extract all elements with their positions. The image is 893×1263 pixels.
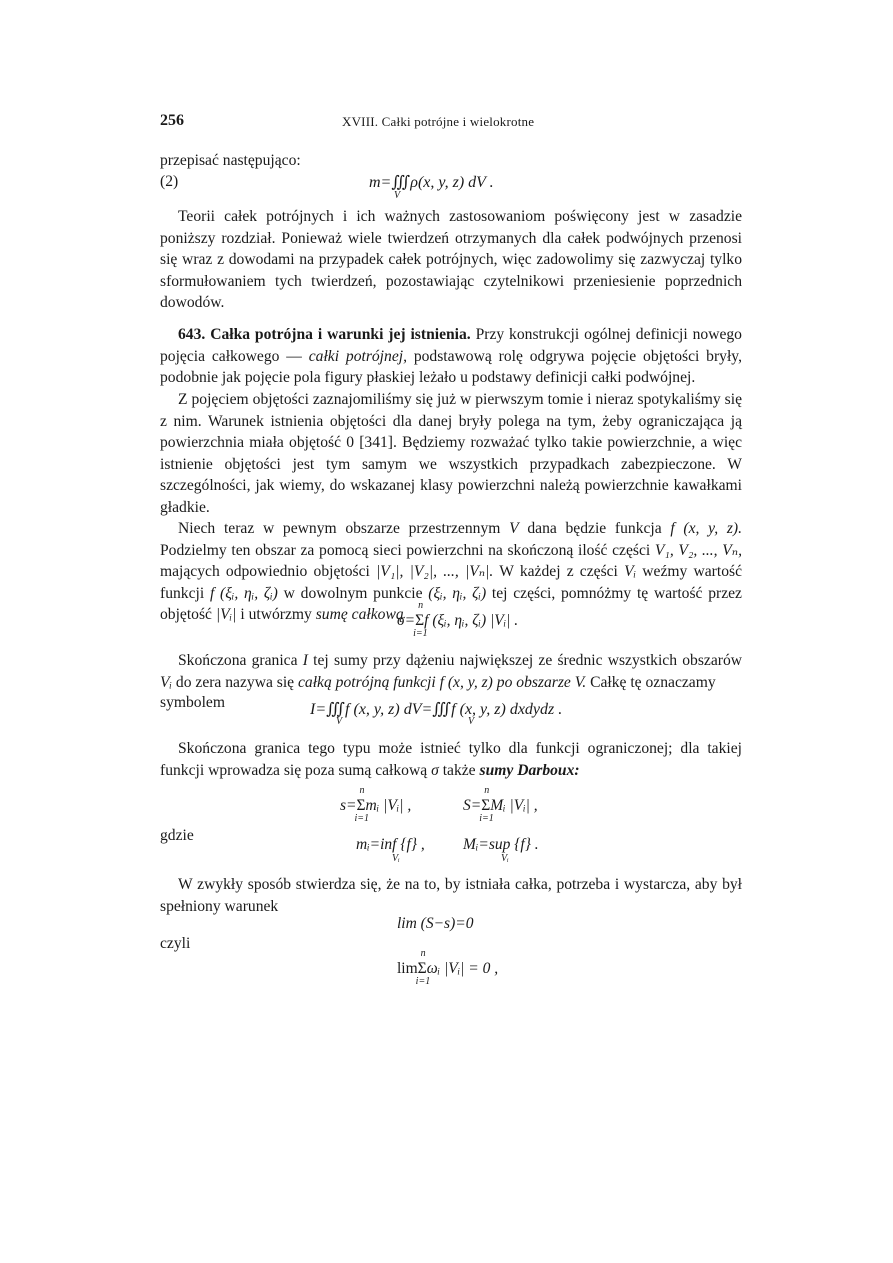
paragraph-riemann-sum: Niech teraz w pewnym obszarze przestrzennym V dana będzie funkcja f (x, y, z). Podzielmy ten obszar za pomocą sieci powierzchni na skończoną ilość części V₁, V₂, ..., Vₙ, mających odpowiednio objętości |V₁|, |V₂|, ..., |Vₙ|. W każdej z części Vᵢ weźmy wartość funkcji f (ξᵢ, ηᵢ, ζᵢ) w dowolnym punkcie (ξᵢ, ηᵢ, ζᵢ) tej części, pomnóżmy tę wartość przez objętość |Vᵢ| i utwórzmy sumę całkową: [160, 520, 742, 623]
equation-lower-sum: s= n Σ i=1 mᵢ |Vᵢ| ,: [340, 785, 412, 824]
paragraph-intro: Teorii całek potrójnych i ich ważnych zastosowaniom poświęcony jest w zasadzie poniższy rozdział. Ponieważ wiele twierdzeń otrzymanych dla całek podwójnych przenosi się wraz z dowodami na przypadek całek potrójnych, więc zadowolimy się zazwyczaj tylko sformułowaniem tych twierdzeń, pozostawiając czytelnikowi przeniesienie poprzednich dowodów.: [160, 208, 742, 311]
paragraph-triple-integral: Skończona granica I tej sumy przy dążeniu największej ze średnic wszystkich obszarów Vᵢ do zera nazywa się całką potrójną funkcji f (x, y, z) po obszarze V. Całkę tę oznaczamy: [160, 652, 742, 691]
equation-2: m=∭ρ(x, y, z) dV .: [369, 174, 494, 191]
equation-sigma: σ= n Σ i=1 f (ξᵢ, ηᵢ, ζᵢ) |Vᵢ| .: [397, 600, 519, 639]
symbolem: symbolem: [160, 694, 225, 711]
paragraph-darboux: Skończona granica tego typu może istnieć tylko dla funkcji ograniczonej; dla takiej funkcji wprowadza się poza sumą całkową σ także sumy Darboux:: [160, 740, 742, 779]
equation-upper-sum: S= n Σ i=1 Mᵢ |Vᵢ| ,: [463, 785, 538, 824]
section-term: całki potrójnej,: [308, 347, 407, 365]
section-text-a: Przy konstrukcji ogólnej definicji nowego pojęcia całkowego —: [160, 326, 742, 365]
intro-line: przepisać następująco:: [160, 152, 301, 169]
equation-I-domain-1: V: [336, 716, 343, 727]
equation-inf-domain: Vᵢ: [392, 853, 400, 864]
equation-limit-2: lim n Σ i=1 ωᵢ |Vᵢ| = 0 ,: [397, 948, 499, 987]
section-text-b: podstawową rolę odgrywa pojęcie objętości bryły, podobnie jak pojęcie pola figury płaskiej leżało u podstawy definicji całki podwójnej.: [160, 347, 742, 386]
paragraph-condition: W zwykły sposób stwierdza się, że na to, by istniała całka, potrzeba i wystarcza, aby był spełniony warunek: [160, 876, 742, 915]
gdzie: gdzie: [160, 827, 194, 844]
equation-sup: Mᵢ=sup {f} .: [463, 836, 539, 853]
section-number: 643.: [178, 326, 206, 343]
equation-I-domain-2: V: [468, 716, 475, 727]
equation-I: I=∭f (x, y, z) dV=∭f (x, y, z) dxdydz .: [310, 701, 563, 718]
equation-inf: mᵢ=inf {f} ,: [356, 836, 425, 853]
section-title: Całka potrójna i warunki jej istnienia.: [210, 326, 471, 343]
running-title: XVIII. Całki potrójne i wielokrotne: [342, 114, 535, 129]
equation-2-domain: V: [394, 190, 401, 201]
equation-sup-domain: Vᵢ: [501, 853, 509, 864]
czyli: czyli: [160, 935, 191, 952]
equation-limit-1: lim (S−s)=0: [397, 915, 474, 932]
section-643: [160, 324, 742, 389]
paragraph-volume: Z pojęciem objętości zaznajomiliśmy się już w pierwszym tomie i nieraz spotykaliśmy się z nim. Warunek istnienia objętości dla danej bryły polega na tym, żeby ograniczająca ją powierzchnia miała objętość 0 [341]. Będziemy rozważać tylko takie powierzchnie, a więc istnienie objętości jest tym samym we wszystkich przypadkach zabezpieczone. W szczególności, jak wiemy, do wskazanej klasy powierzchni należą powierzchnie kawałkami gładkie.: [160, 391, 742, 516]
equation-2-label: (2): [160, 173, 179, 190]
page-number: 256: [160, 112, 184, 129]
